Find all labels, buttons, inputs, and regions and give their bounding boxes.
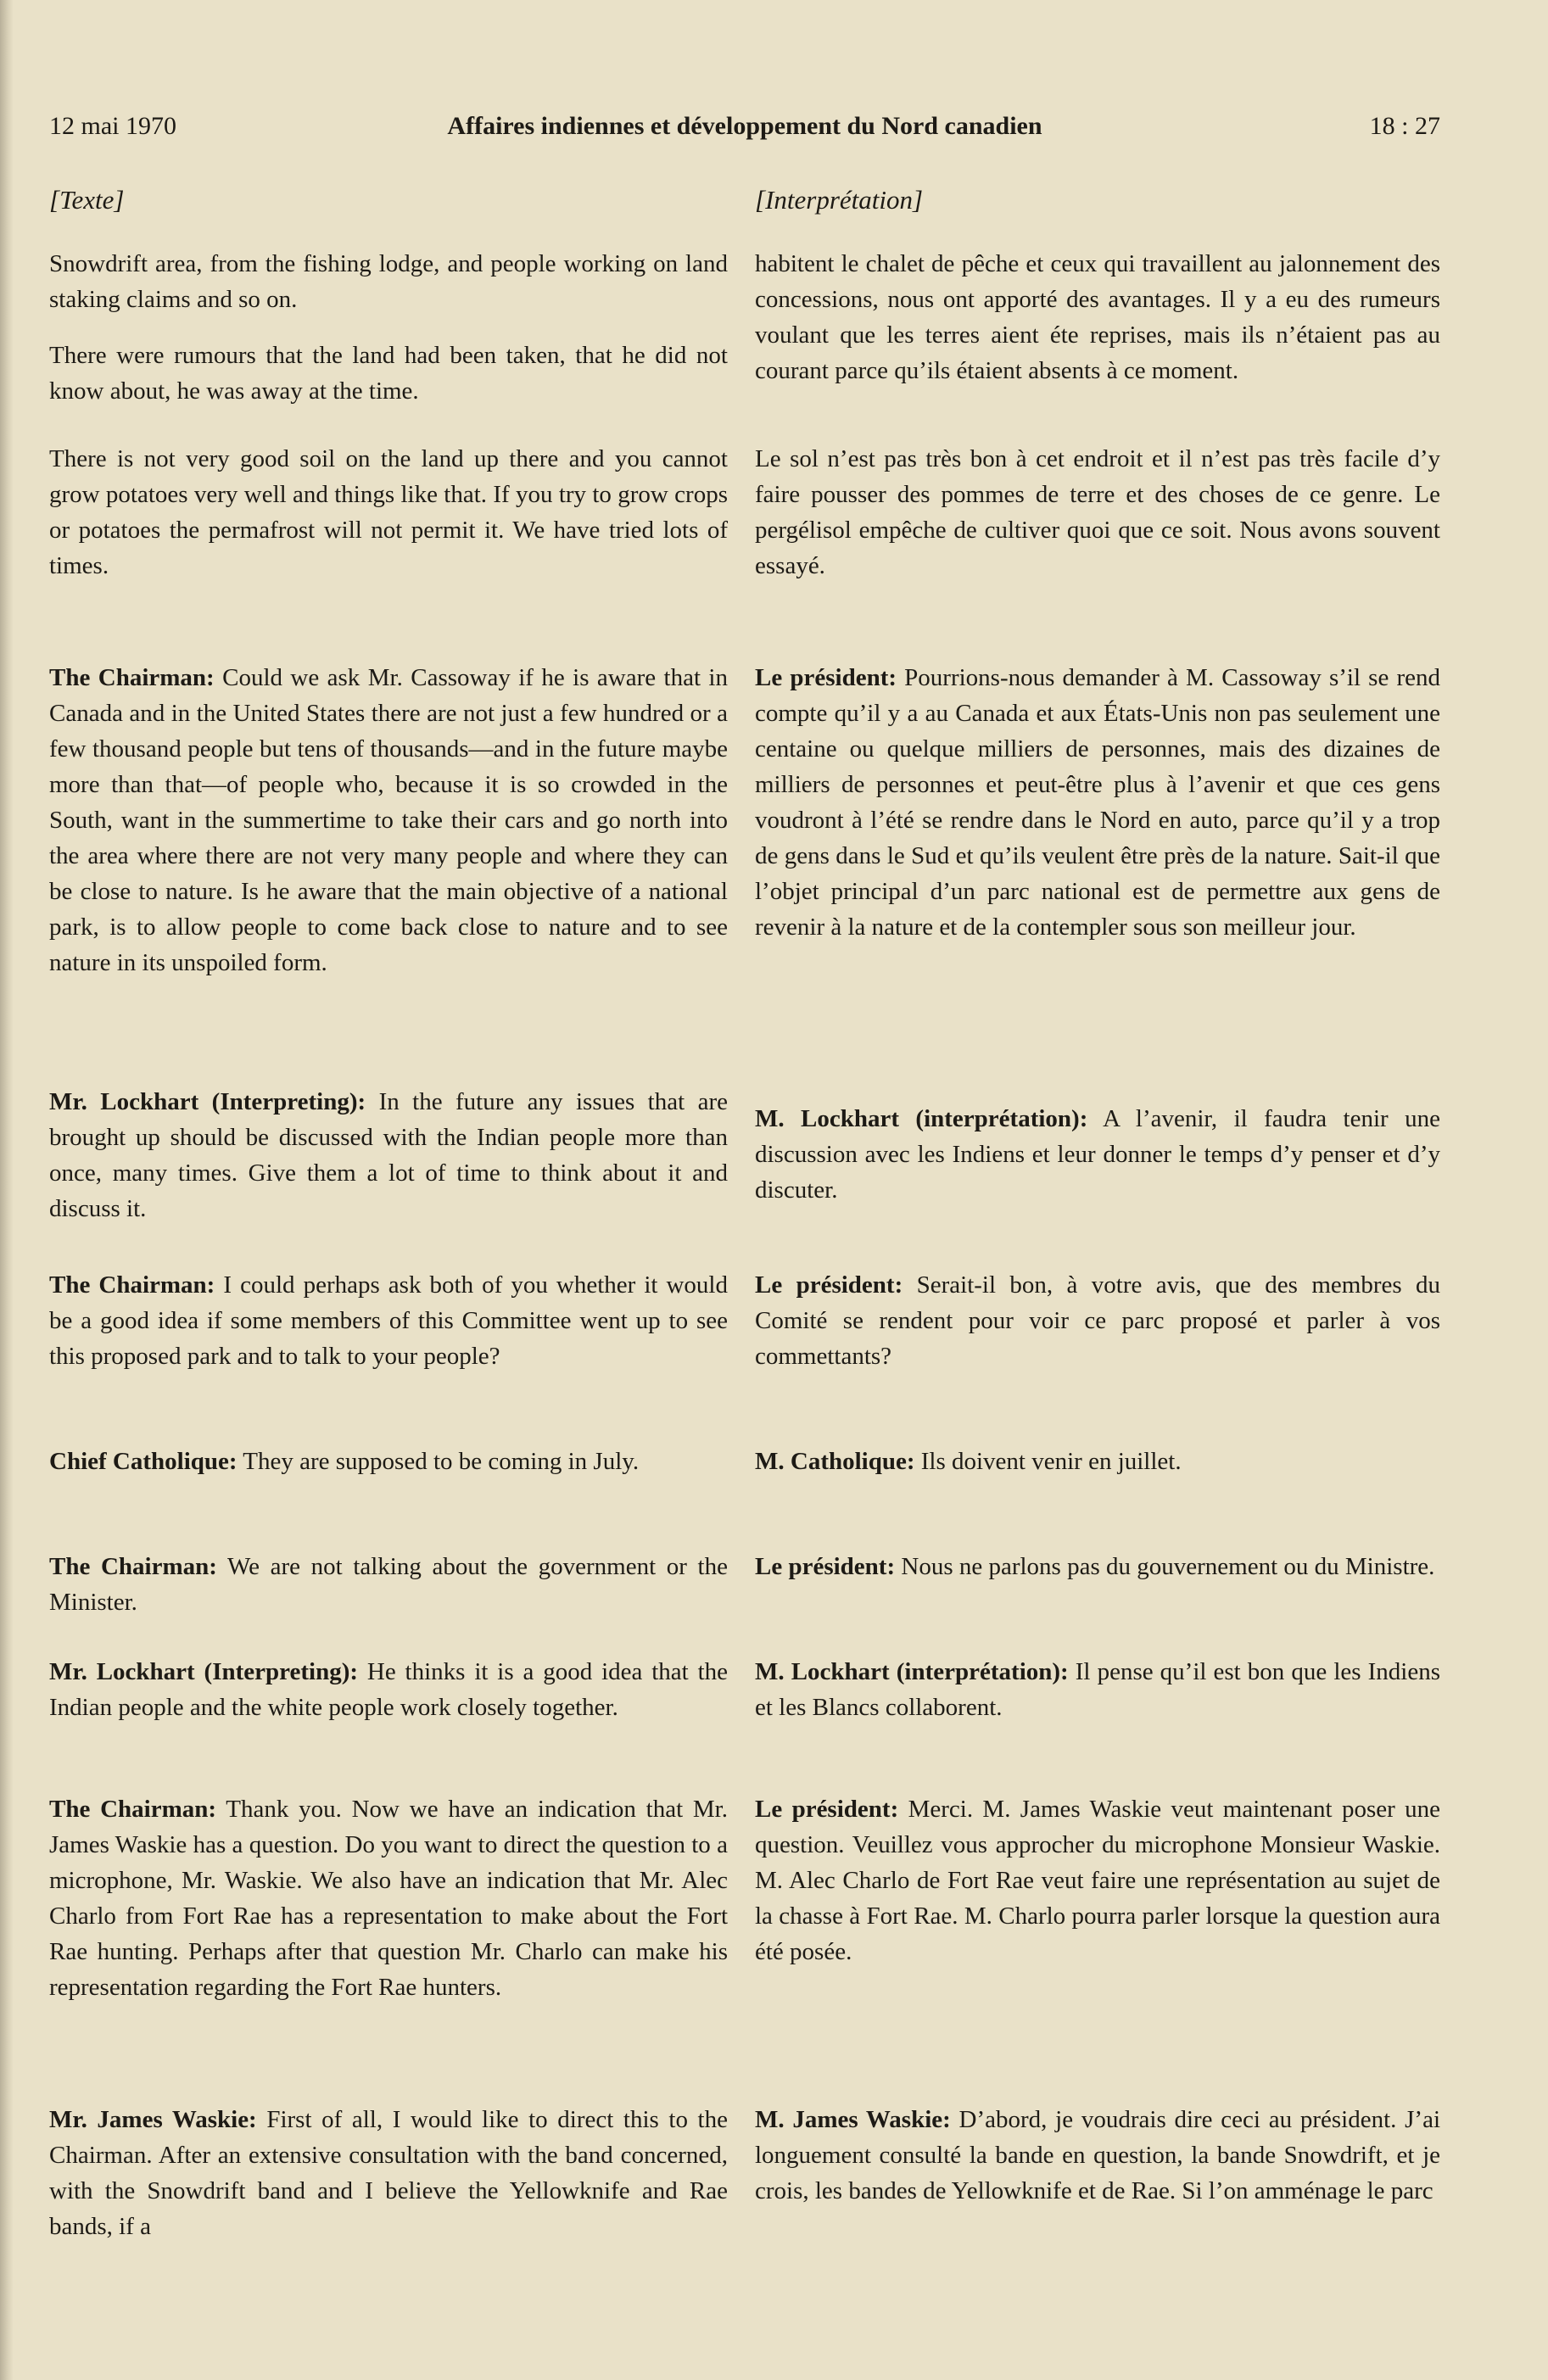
paragraph-text: I could perhaps ask both of you whether it would be a good idea if some members of this Committee went up to see this proposed park and to talk to your people?	[49, 1271, 728, 1370]
paragraph	[755, 1101, 1440, 1208]
paragraph-text: Merci. M. James Waskie veut maintenant poser une question. Veuillez vous approcher du microphone Monsieur Waskie. M. Alec Charlo de Fort Rae veut faire une représentation au sujet de la chasse à Fort Rae. M. Charlo pourra parler lorsque la question aura été posée.	[755, 1796, 1440, 1965]
speaker-label: Mr. Lockhart (Interpreting):	[49, 1658, 359, 1685]
english-text-column	[49, 185, 728, 2240]
paragraph-text: D’abord, je voudrais dire ceci au président. J’ai longuement consulté la bande en question, la bande Snowdrift, et je crois, les bandes de Yellowknife et de Rae. Si l’on amménage le parc	[755, 2106, 1441, 2204]
paragraph	[49, 1267, 728, 1374]
paragraph	[49, 338, 728, 409]
paragraph	[755, 1444, 1440, 1479]
column-label-texte: [Texte]	[49, 185, 125, 215]
paragraph-text: Serait-il bon, à votre avis, que des membres du Comité se rendent pour voir ce parc proposé et parler à vos commettants?	[755, 1271, 1440, 1370]
paragraph	[755, 660, 1440, 945]
paragraph-text: Thank you. Now we have an indication that Mr. James Waskie has a question. Do you want to direct the question to a microphone, Mr. Waskie. We also have an indication that Mr. Alec Charlo from Fort Rae has a representation to make about the Fort Rae hunting. Perhaps after that question Mr. Charlo can make his representation regarding the Fort Rae hunters.	[49, 1796, 728, 2001]
paragraph	[49, 1444, 728, 1479]
paragraph-text: There is not very good soil on the land up there and you cannot grow potatoes very well and things like that. If you try to grow crops or potatoes the permafrost will not permit it. We have tried lots of times.	[49, 445, 728, 579]
speaker-label: Le président:	[755, 1271, 903, 1299]
paragraph-text: There were rumours that the land had been taken, that he did not know about, he was away at the time.	[49, 342, 728, 405]
paragraph-text: Il pense qu’il est bon que les Indiens et les Blancs collaborent.	[755, 1658, 1440, 1721]
paragraph	[49, 660, 728, 980]
speaker-label: M. Catholique:	[755, 1448, 915, 1475]
speaker-label: Mr. Lockhart (Interpreting):	[49, 1088, 366, 1115]
speaker-label: Le président:	[755, 664, 897, 691]
paragraph	[49, 441, 728, 584]
header-title: Affaires indiennes et développement du Nord canadien	[447, 112, 1042, 140]
header-date: 12 mai 1970	[49, 112, 176, 140]
paragraph-text: First of all, I would like to direct this to the Chairman. After an extensive consultation with the band concerned, with the Snowdrift band and I believe the Yellowknife and Rae bands, if a	[49, 2106, 728, 2240]
paragraph-text: They are supposed to be coming in July.	[237, 1448, 640, 1475]
paragraph	[755, 1267, 1440, 1374]
paragraph	[755, 1791, 1440, 1969]
speaker-label: Mr. James Waskie:	[49, 2106, 257, 2133]
paragraph-text: A l’avenir, il faudra tenir une discussion avec les Indiens et leur donner le temps d’y penser et d’y discuter.	[755, 1105, 1440, 1204]
paragraph	[755, 2102, 1440, 2209]
paragraph-text: Ils doivent venir en juillet.	[914, 1448, 1182, 1475]
speaker-label: M. James Waskie:	[755, 2106, 951, 2133]
speaker-label: Chief Catholique:	[49, 1448, 238, 1475]
speaker-label: Le président:	[755, 1553, 896, 1580]
speaker-label: Le président:	[755, 1796, 899, 1823]
page-number: 18 : 27	[1369, 112, 1440, 140]
speaker-label: M. Lockhart (interprétation):	[755, 1658, 1069, 1685]
paragraph-text: Nous ne parlons pas du gouvernement ou du Ministre.	[895, 1553, 1435, 1580]
paragraph	[49, 2102, 728, 2244]
paragraph-text: Snowdrift area, from the fishing lodge, and people working on land staking claims and so on.	[49, 250, 728, 313]
paragraph	[49, 1084, 728, 1226]
speaker-label: M. Lockhart (interprétation):	[755, 1105, 1088, 1132]
paragraph	[49, 1549, 728, 1620]
paragraph	[755, 1654, 1440, 1725]
speaker-label: The Chairman:	[49, 1796, 217, 1823]
column-label-interpretation: [Interprétation]	[755, 185, 924, 215]
paragraph-text: Le sol n’est pas très bon à cet endroit et il n’est pas très facile d’y faire pousser des pommes de terre et des choses de ce genre. Le pergélisol empêche de cultiver quoi que ce soit. Nous avons souvent essayé.	[755, 445, 1440, 579]
paragraph	[49, 1791, 728, 2005]
speaker-label: The Chairman:	[49, 664, 215, 691]
paragraph-text: He thinks it is a good idea that the Indian people and the white people work closely together.	[49, 1658, 728, 1721]
page-binding-edge	[0, 0, 14, 2380]
paragraph-text: Could we ask Mr. Cassoway if he is aware that in Canada and in the United States there are not just a few hundred or a few thousand people but tens of thousands—and in the future maybe more than that—of people who, because it is so crowded in the South, want in the summertime to take their cars and go north into the area where there are not very many people and where they can be close to nature. Is he aware that the main objective of a national park, is to allow people to come back close to nature and to see nature in its unspoiled form.	[49, 664, 728, 976]
paragraph	[49, 246, 728, 317]
paragraph-text: In the future any issues that are brought up should be discussed with the Indian people more than once, many times. Give them a lot of time to think about it and discuss it.	[49, 1088, 728, 1222]
french-interpretation-column	[755, 185, 1441, 2204]
page-header	[49, 112, 1440, 154]
paragraph-text: We are not talking about the government or the Minister.	[49, 1553, 728, 1616]
paragraph	[755, 246, 1440, 388]
paragraph	[755, 1549, 1440, 1584]
paragraph	[755, 441, 1440, 584]
speaker-label: The Chairman:	[49, 1271, 215, 1299]
speaker-label: The Chairman:	[49, 1553, 217, 1580]
paragraph	[49, 1654, 728, 1725]
paragraph-text: Pourrions-nous demander à M. Cassoway s’il se rend compte qu’il y a au Canada et aux États-Unis non pas seulement une centaine ou quelque milliers de personnes, mais des dizaines de milliers de personnes et peut-être plus à l’avenir et que ces gens voudront à l’été se rendre dans le Nord en auto, parce qu’il y a trop de gens dans le Sud et qu’ils veulent être près de la nature. Sait-il que l’objet principal d’un parc national est de permettre aux gens de revenir à la nature et de la contempler sous son meilleur jour.	[755, 664, 1441, 941]
paragraph-text: habitent le chalet de pêche et ceux qui travaillent au jalonnement des concessions, nous ont apporté des avantages. Il y a eu des rumeurs voulant que les terres aient éte reprises, mais ils n’étaient pas au courant parce qu’ils étaient absents à ce moment.	[755, 250, 1440, 384]
